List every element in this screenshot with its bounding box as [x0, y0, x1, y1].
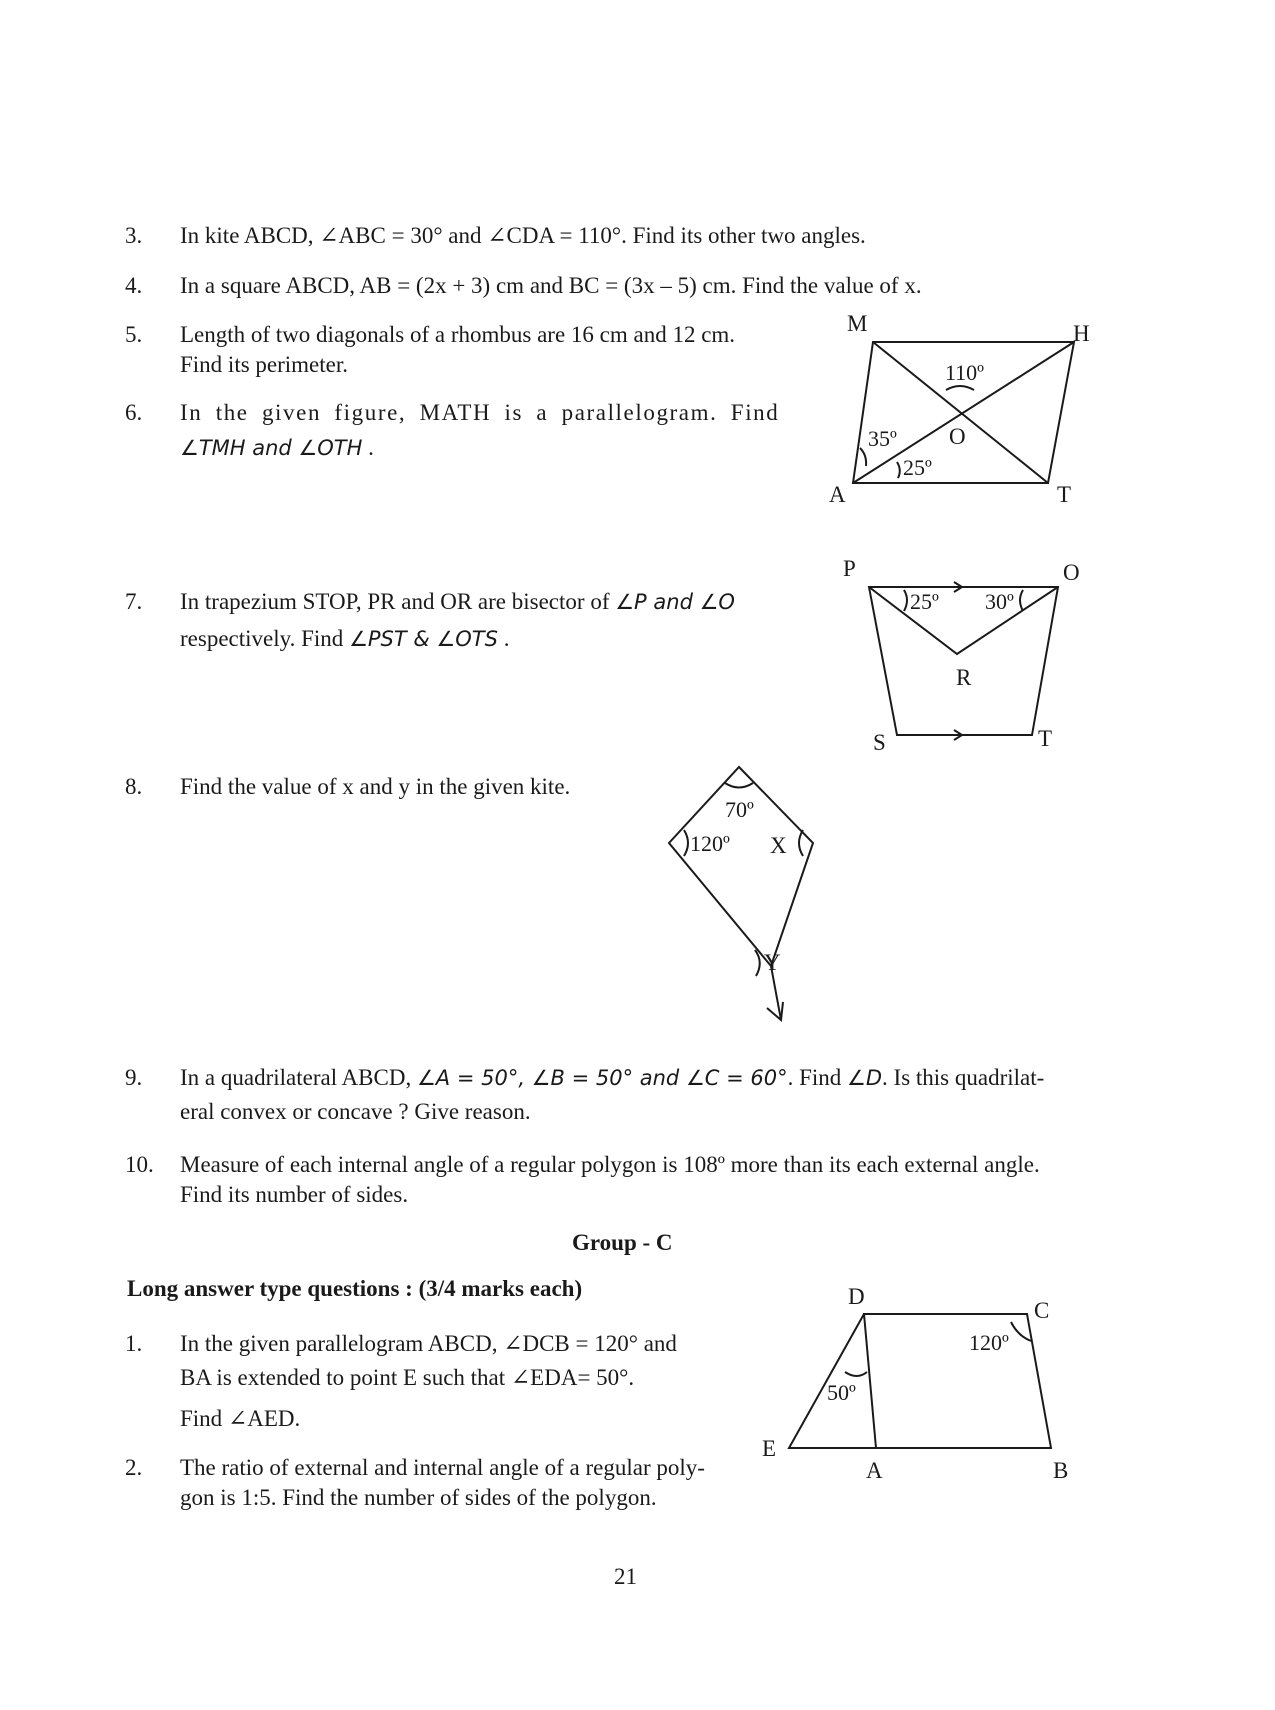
c1-angle-aed: ∠AED — [227, 1406, 295, 1431]
label-r: R — [956, 665, 972, 690]
question-number: 9. — [125, 1065, 143, 1090]
q9-text-a: In a quadrilateral ABCD, — [180, 1065, 412, 1090]
q7-angles-p-o: ∠P and ∠O — [615, 590, 735, 614]
question-9-line-2: eral convex or concave ? Give reason. — [180, 1099, 531, 1124]
group-heading: Group - C — [572, 1230, 673, 1255]
angle-25: 25º — [910, 589, 939, 614]
q3-text-a: In kite ABCD, — [180, 223, 314, 248]
q9-text-b: . Find — [787, 1065, 842, 1090]
label-x: X — [770, 833, 787, 858]
section-heading: Long answer type questions : (3/4 marks each) — [127, 1276, 583, 1301]
c1-period-2: . — [294, 1406, 301, 1431]
q7-text-2: respectively. Find — [180, 626, 344, 651]
question-4-text: In a square ABCD, AB = (2x + 3) cm and BC = (3x – 5) cm. Find the value of x. — [180, 273, 922, 298]
question-number: 7. — [125, 589, 143, 614]
q7-text: In trapezium STOP, PR and OR are bisector of — [180, 589, 610, 614]
label-o: O — [949, 424, 966, 449]
label-s: S — [873, 730, 886, 755]
angle-25: 25º — [903, 455, 932, 480]
label-b: B — [1053, 1458, 1069, 1483]
angle-35: 35º — [868, 426, 897, 451]
q7-angles-pst-ots: ∠PST & ∠OTS — [349, 627, 498, 651]
question-8-text: Find the value of x and y in the given kite. — [180, 774, 571, 799]
c1-angle-dcb: ∠DCB = 120° — [503, 1331, 638, 1356]
angle-30: 30º — [985, 589, 1014, 614]
c1-text: In the given parallelogram ABCD, — [180, 1331, 498, 1356]
question-6-line-1: In the given figure, MATH is a parallelogram. Find — [180, 400, 780, 425]
angle-arc-50 — [845, 1372, 867, 1376]
label-h: H — [1073, 321, 1090, 346]
q3-text-b: . Find its other two angles. — [621, 223, 866, 248]
angle-70: 70º — [725, 797, 754, 822]
q6-angles: ∠TMH and ∠OTH — [180, 436, 363, 460]
label-a: A — [829, 482, 846, 507]
c1-text-2: BA is extended to point E such that — [180, 1365, 506, 1390]
c1-and: and — [643, 1331, 677, 1356]
c1-find: Find — [180, 1406, 223, 1431]
label-d: D — [848, 1284, 865, 1309]
q7-period: . — [503, 626, 510, 651]
c1-angle-eda: ∠EDA= 50° — [510, 1365, 629, 1390]
question-number: 3. — [125, 223, 143, 248]
angle-50: 50º — [827, 1380, 856, 1405]
q3-angle-abc: ∠ABC = 30° — [319, 223, 443, 248]
q6-period: . — [368, 435, 374, 460]
question-5-line-1: Length of two diagonals of a rhombus are 16 cm and 12 cm. — [180, 322, 736, 347]
label-o: O — [1063, 560, 1080, 585]
angle-120: 120º — [690, 831, 730, 856]
question-number: 10. — [125, 1152, 154, 1177]
question-10-line-1: Measure of each internal angle of a regular polygon is 108º more than its each external angle. — [180, 1152, 1040, 1177]
c2-line-1: The ratio of external and internal angle of a regular poly- — [180, 1455, 705, 1480]
label-t: T — [1038, 726, 1053, 751]
label-a: A — [866, 1458, 883, 1483]
label-t: T — [1057, 482, 1072, 507]
q9-angles: ∠A = 50°, ∠B = 50° and ∠C = 60° — [416, 1066, 788, 1090]
question-number: 1. — [125, 1331, 143, 1356]
c1-period: . — [628, 1365, 635, 1390]
q3-angle-cda: ∠CDA = 110° — [487, 223, 622, 248]
c2-line-2: gon is 1:5. Find the number of sides of the polygon. — [180, 1485, 657, 1510]
label-p: P — [843, 556, 856, 581]
label-e: E — [762, 1436, 777, 1461]
label-c: C — [1034, 1298, 1050, 1323]
question-number: 2. — [125, 1455, 143, 1480]
abcd-outline — [864, 1314, 1051, 1448]
q9-text-c: . Is this quadrilat- — [882, 1065, 1045, 1090]
question-number: 4. — [125, 273, 143, 298]
q3-and: and — [448, 223, 482, 248]
question-number: 8. — [125, 774, 143, 799]
label-y: Y — [764, 950, 781, 975]
question-10-line-2: Find its number of sides. — [180, 1182, 409, 1207]
page-number: 21 — [614, 1564, 637, 1589]
label-m: M — [847, 311, 868, 336]
question-number: 6. — [125, 400, 143, 425]
angle-120: 120º — [969, 1330, 1009, 1355]
question-5-line-2: Find its perimeter. — [180, 352, 349, 377]
question-number: 5. — [125, 322, 143, 347]
angle-110: 110º — [945, 360, 985, 385]
q9-angle-d: ∠D — [847, 1066, 883, 1090]
